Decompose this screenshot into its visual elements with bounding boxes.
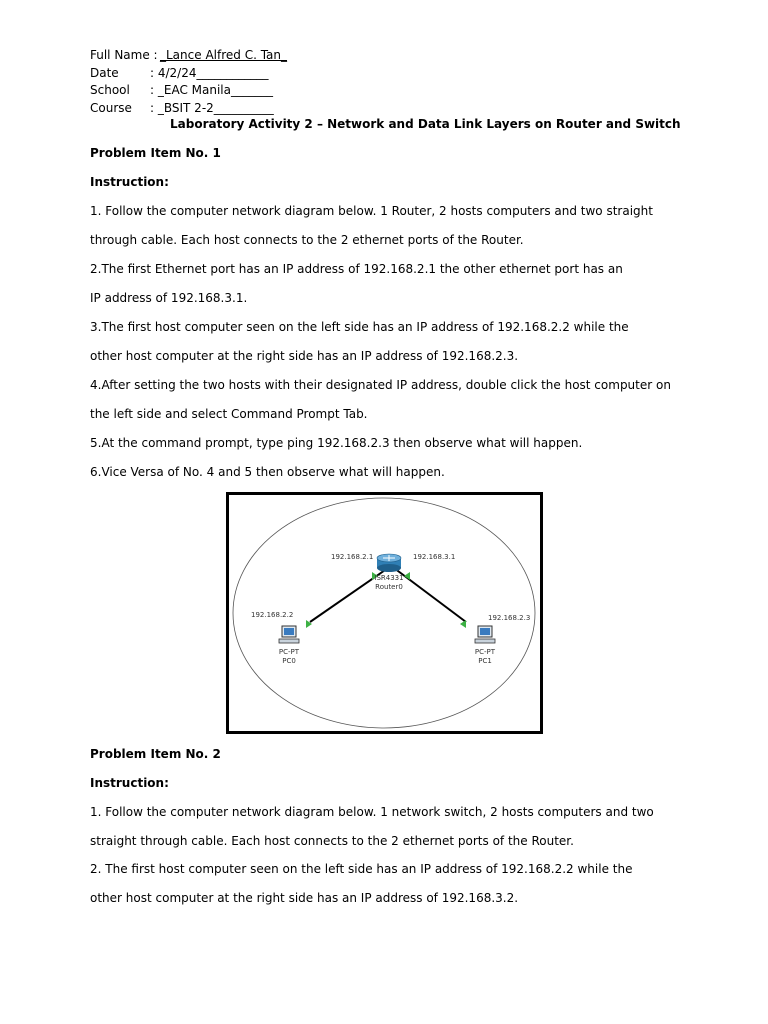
pc0-computer-icon <box>279 626 299 643</box>
problem1-line: 1. Follow the computer network diagram below. 1 Router, 2 hosts computers and two straight <box>90 204 653 218</box>
course-label: Course <box>90 101 132 115</box>
school-label: School <box>90 83 130 97</box>
problem1-line: through cable. Each host connects to the 2 ethernet ports of the Router. <box>90 233 524 247</box>
problem1-line: other host computer at the right side has an IP address of 192.168.2.3. <box>90 349 519 363</box>
pc0-name-label: PC0 <box>282 657 296 665</box>
school-row <box>90 83 273 97</box>
problem1-heading: Problem Item No. 1 <box>90 146 221 160</box>
date-label: Date <box>90 66 119 80</box>
full-name-label: Full Name : <box>90 48 158 62</box>
problem1-line: IP address of 192.168.3.1. <box>90 291 248 305</box>
full-name-value: _Lance Alfred C. Tan_ <box>160 48 288 62</box>
problem1-line: 4.After setting the two hosts with their designated IP address, double click the host computer on <box>90 378 671 392</box>
router-model-label: ISR4331 <box>374 574 404 582</box>
problem1-line: 2.The first Ethernet port has an IP address of 192.168.2.1 the other ethernet port has an <box>90 262 623 276</box>
pc1-computer-icon <box>475 626 495 643</box>
pc1-ip-label: 192.168.2.3 <box>488 614 531 622</box>
router-name-label: Router0 <box>375 583 403 591</box>
problem2-line: 2. The first host computer seen on the left side has an IP address of 192.168.2.2 while the <box>90 862 633 876</box>
pc0-ip-label: 192.168.2.2 <box>251 611 294 619</box>
date-value: : 4/2/24____________ <box>150 66 269 80</box>
network-diagram-svg <box>226 492 543 734</box>
problem2-instruction-label: Instruction: <box>90 776 169 790</box>
date-row <box>90 66 269 80</box>
network-diagram <box>226 492 543 734</box>
problem2-heading: Problem Item No. 2 <box>90 747 221 761</box>
pc1-type-label: PC-PT <box>474 648 496 656</box>
router-ip-left-label: 192.168.2.1 <box>331 553 374 561</box>
problem2-line: other host computer at the right side has an IP address of 192.168.3.2. <box>90 891 519 905</box>
router-icon <box>377 554 401 572</box>
problem2-line: 1. Follow the computer network diagram below. 1 network switch, 2 hosts computers and two <box>90 805 654 819</box>
problem1-line: 6.Vice Versa of No. 4 and 5 then observe what will happen. <box>90 465 445 479</box>
problem1-line: the left side and select Command Prompt Tab. <box>90 407 368 421</box>
problem1-line: 5.At the command prompt, type ping 192.168.2.3 then observe what will happen. <box>90 436 583 450</box>
school-value: : _EAC Manila_______ <box>150 83 273 97</box>
problem2-line: straight through cable. Each host connects to the 2 ethernet ports of the Router. <box>90 834 574 848</box>
pc1-name-label: PC1 <box>478 657 492 665</box>
router-ip-right-label: 192.168.3.1 <box>413 553 456 561</box>
full-name-row <box>90 48 288 62</box>
problem1-instruction-label: Instruction: <box>90 175 169 189</box>
course-value: : _BSIT 2-2__________ <box>150 101 274 115</box>
problem1-line: 3.The first host computer seen on the left side has an IP address of 192.168.2.2 while the <box>90 320 629 334</box>
pc0-type-label: PC-PT <box>278 648 300 656</box>
document-title: Laboratory Activity 2 – Network and Data Link Layers on Router and Switch <box>170 117 681 131</box>
course-row <box>90 101 274 115</box>
